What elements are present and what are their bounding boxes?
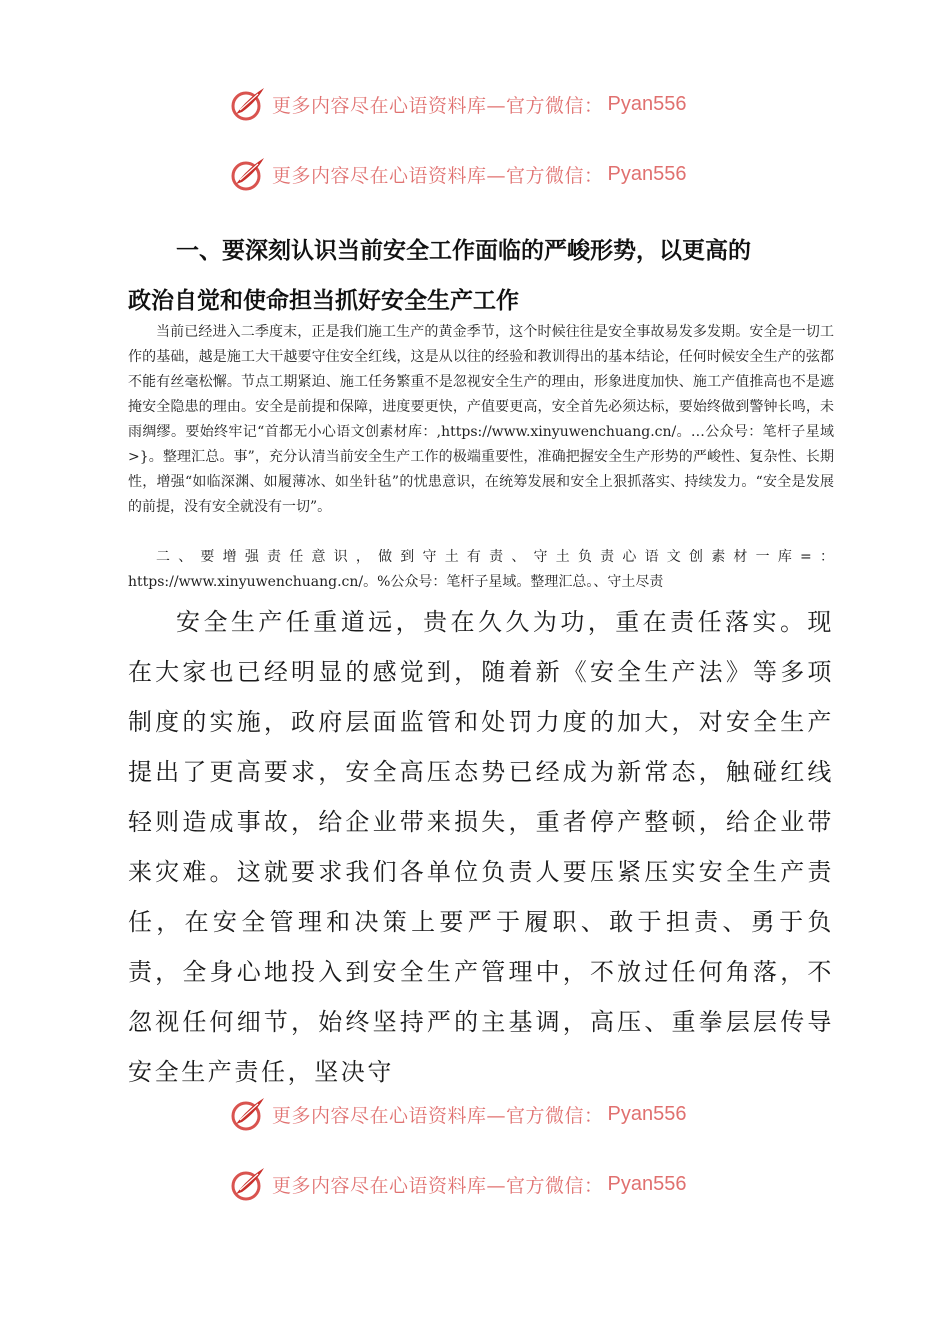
quill-logo-icon <box>228 154 268 194</box>
watermark-banner <box>228 1164 686 1204</box>
watermark-text: 更多内容尽在心语资料库—官方微信： <box>272 164 604 187</box>
watermark-banner <box>228 1094 686 1134</box>
body-paragraph-3: 安全生产任重道远，贵在久久为功，重在责任落实。现在大家也已经明显的感觉到，随着新《安全生产法》等多项制度的实施，政府层面监管和处罚力度的加大，对安全生产提出了更高要求，安全高压态势已经成为新常态，触碰红线轻则造成事故，给企业带来损失，重者停产整顿，给企业带来灾难。这就要求我们各单位负责人要压紧压实安全生产责任，在安全管理和决策上要严于履职、敢于担责、勇于负责，全身心地投入到安全生产管理中，不放过任何角落，不忽视任何细节，始终坚持严的主基调，高压、重拳层层传导安全生产责任，坚决守 <box>128 608 834 1086</box>
watermark-text: 更多内容尽在心语资料库—官方微信： <box>272 1174 604 1197</box>
section-heading-line-2: 政治自觉和使命担当抓好安全生产工作 <box>128 288 519 314</box>
watermark-banner <box>228 84 686 124</box>
watermark-wechat-id: Pyan556 <box>607 92 687 115</box>
body-paragraph-2: 二、要增强责任意识，做到守土有责、守土负责心语文创素材一库=：https://www.xinyuwenchuang.cn/。%公众号：笔杆子星域。整理汇总。、守土尽责 <box>128 549 834 590</box>
quill-logo-icon <box>228 1164 268 1204</box>
watermark-wechat-id: Pyan556 <box>607 1172 687 1195</box>
section-heading-line-1: 一、要深刻认识当前安全工作面临的严峻形势，以更高的 <box>176 238 751 264</box>
quill-logo-icon <box>228 84 268 124</box>
watermark-text: 更多内容尽在心语资料库—官方微信： <box>272 1104 604 1127</box>
watermark-wechat-id: Pyan556 <box>607 1102 687 1125</box>
watermark-text: 更多内容尽在心语资料库—官方微信： <box>272 94 604 117</box>
body-paragraph-1: 当前已经进入二季度末，正是我们施工生产的黄金季节，这个时候往往是安全事故易发多发期。安全是一切工作的基础，越是施工大干越要守住安全红线，这是从以往的经验和教训得出的基本结论，任何时候安全生产的弦都不能有丝毫松懈。节点工期紧迫、施工任务繁重不是忽视安全生产的理由，形象进度加快、施工产值推高也不是遮掩安全隐患的理由。安全是前提和保障，进度要更快，产值要更高，安全首先必须达标，要始终做到警钟长鸣，未雨绸缪。要始终牢记“首都无小心语文创素材库：,https://www.xinyuwenchuang.cn/。…公众号：笔杆子星域>}。整理汇总。事”，充分认清当前安全生产工作的极端重要性，准确把握安全生产形势的严峻性、复杂性、长期性，增强“如临深渊、如履薄冰、如坐针毡”的忧患意识，在统筹发展和安全上狠抓落实、持续发力。“安全是发展的前提，没有安全就没有一切”。 <box>128 324 834 515</box>
quill-logo-icon <box>228 1094 268 1134</box>
watermark-wechat-id: Pyan556 <box>607 162 687 185</box>
watermark-banner <box>228 154 686 194</box>
